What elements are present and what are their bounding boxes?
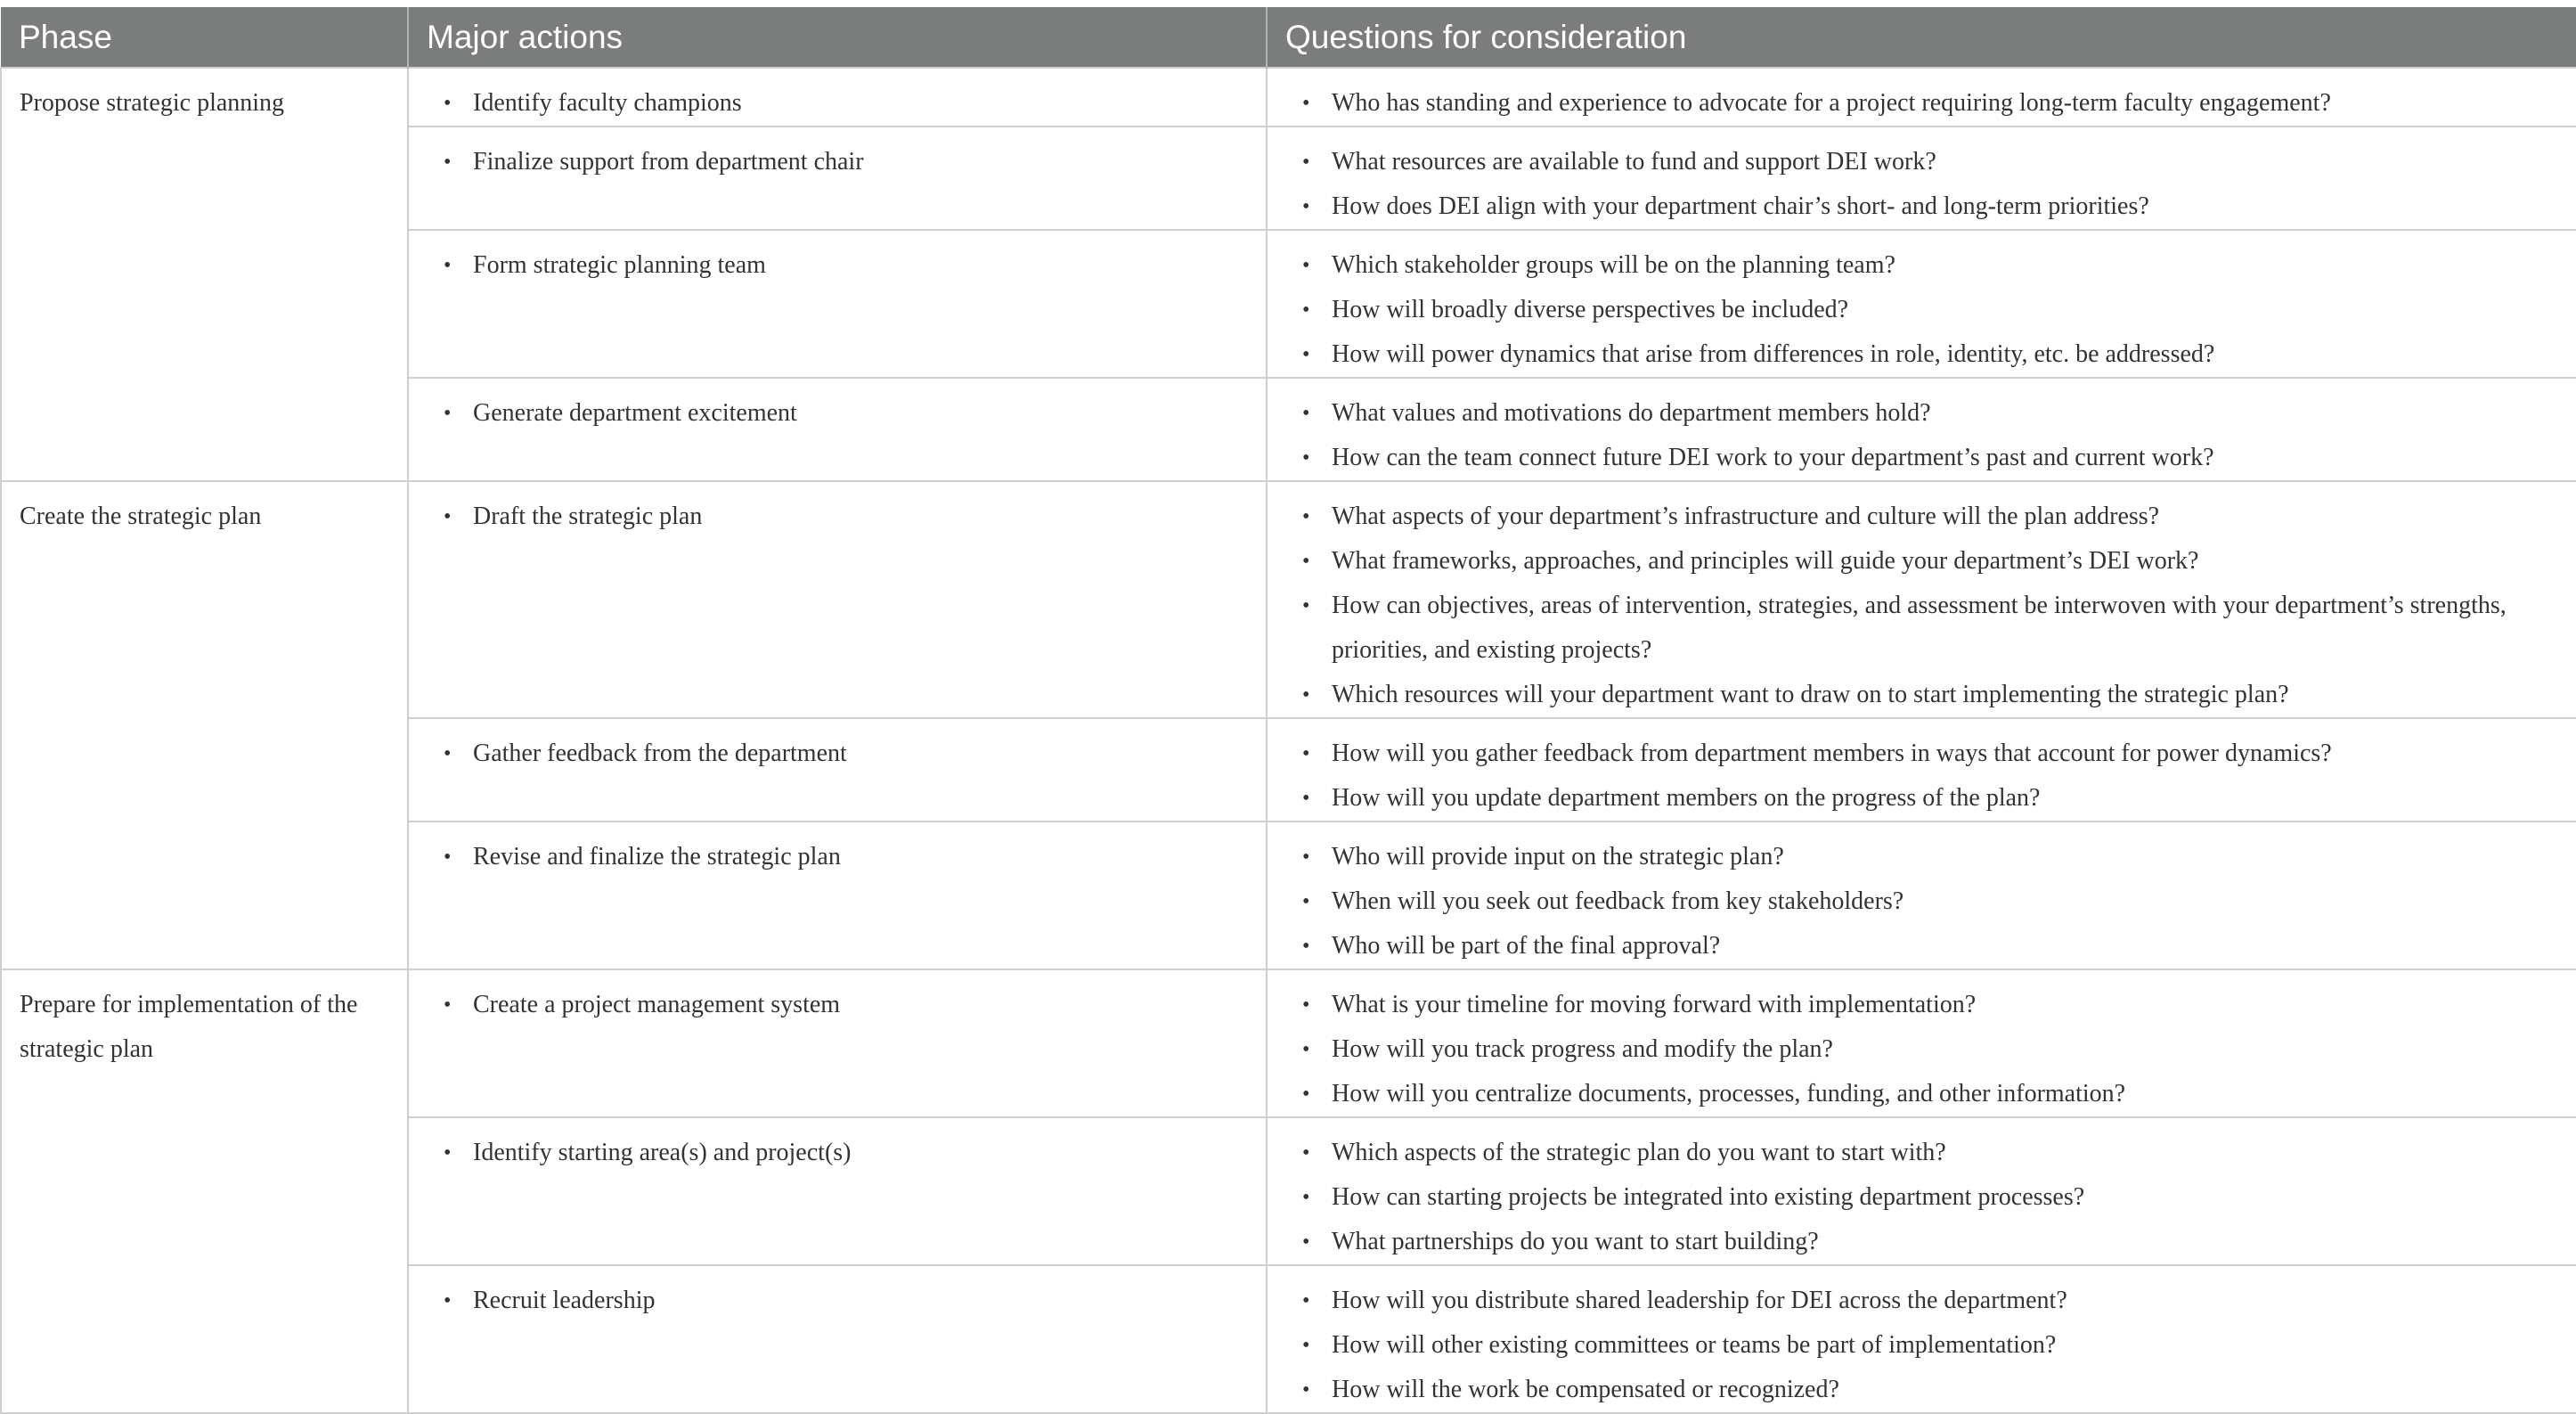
question-item: • What resources are available to fund and support DEI work? bbox=[1285, 140, 2558, 184]
action-cell bbox=[408, 230, 1267, 378]
question-item: • What is your timeline for moving forward with implementation? bbox=[1285, 983, 2558, 1027]
header-questions: Questions for consideration bbox=[1267, 7, 2576, 68]
question-item: • What partnerships do you want to start building? bbox=[1285, 1220, 2558, 1264]
questions-cell bbox=[1267, 969, 2576, 1117]
question-item: • How will other existing committees or teams be part of implementation? bbox=[1285, 1323, 2558, 1368]
questions-cell bbox=[1267, 481, 2576, 718]
action-cell bbox=[408, 718, 1267, 821]
action-item: • Recruit leadership bbox=[427, 1279, 1248, 1323]
action-cell bbox=[408, 821, 1267, 969]
question-item: • How will you track progress and modify the plan? bbox=[1285, 1027, 2558, 1072]
action-item: • Generate department excitement bbox=[427, 391, 1248, 436]
action-cell bbox=[408, 481, 1267, 718]
action-cell bbox=[408, 1265, 1267, 1413]
question-item: • Who will be part of the final approval? bbox=[1285, 924, 2558, 969]
table-row bbox=[1, 969, 2576, 1117]
question-item: • How will power dynamics that arise from differences in role, identity, etc. be addressed? bbox=[1285, 332, 2558, 377]
action-item: • Finalize support from department chair bbox=[427, 140, 1248, 184]
question-item: • How will the work be compensated or recognized? bbox=[1285, 1368, 2558, 1412]
question-item: • When will you seek out feedback from key stakeholders? bbox=[1285, 879, 2558, 924]
question-item: • How can objectives, areas of intervention, strategies, and assessment be interwoven with your department’s strengths, priorities, and existing projects? bbox=[1285, 584, 2558, 673]
questions-cell bbox=[1267, 718, 2576, 821]
question-item: • How can starting projects be integrated into existing department processes? bbox=[1285, 1175, 2558, 1220]
question-item: • Which resources will your department want to draw on to start implementing the strategic plan? bbox=[1285, 673, 2558, 717]
question-item: • Who has standing and experience to advocate for a project requiring long-term faculty engagement? bbox=[1285, 81, 2558, 126]
action-item: • Revise and finalize the strategic plan bbox=[427, 835, 1248, 879]
header-phase: Phase bbox=[1, 7, 408, 68]
question-item: • How will broadly diverse perspectives be included? bbox=[1285, 288, 2558, 332]
question-item: • How will you gather feedback from department members in ways that account for power dynamics? bbox=[1285, 732, 2558, 776]
questions-cell bbox=[1267, 127, 2576, 230]
action-cell bbox=[408, 68, 1267, 127]
question-item: • How will you centralize documents, processes, funding, and other information? bbox=[1285, 1072, 2558, 1116]
question-item: • Who will provide input on the strategic plan? bbox=[1285, 835, 2558, 879]
action-item: • Identify faculty champions bbox=[427, 81, 1248, 126]
question-item: • How can the team connect future DEI work to your department’s past and current work? bbox=[1285, 436, 2558, 480]
questions-cell bbox=[1267, 821, 2576, 969]
question-item: • How does DEI align with your department chair’s short- and long-term priorities? bbox=[1285, 184, 2558, 229]
action-cell bbox=[408, 969, 1267, 1117]
question-item: • Which aspects of the strategic plan do you want to start with? bbox=[1285, 1131, 2558, 1175]
header-row bbox=[1, 7, 2576, 68]
phase-cell: Prepare for implementation of the strategic plan bbox=[1, 969, 408, 1413]
questions-cell bbox=[1267, 378, 2576, 481]
action-item: • Identify starting area(s) and project(s) bbox=[427, 1131, 1248, 1175]
question-item: • What aspects of your department’s infrastructure and culture will the plan address? bbox=[1285, 494, 2558, 539]
questions-cell bbox=[1267, 1265, 2576, 1413]
action-cell bbox=[408, 127, 1267, 230]
action-item: • Create a project management system bbox=[427, 983, 1248, 1027]
phase-cell: Create the strategic plan bbox=[1, 481, 408, 969]
question-item: • How will you update department members on the progress of the plan? bbox=[1285, 776, 2558, 821]
questions-cell bbox=[1267, 230, 2576, 378]
question-item: • How will you distribute shared leadership for DEI across the department? bbox=[1285, 1279, 2558, 1323]
action-item: • Form strategic planning team bbox=[427, 243, 1248, 288]
questions-cell bbox=[1267, 68, 2576, 127]
phase-cell: Propose strategic planning bbox=[1, 68, 408, 481]
question-item: • What values and motivations do department members hold? bbox=[1285, 391, 2558, 436]
table-row bbox=[1, 68, 2576, 127]
action-item: • Gather feedback from the department bbox=[427, 732, 1248, 776]
action-cell bbox=[408, 1117, 1267, 1265]
action-cell bbox=[408, 378, 1267, 481]
question-item: • What frameworks, approaches, and principles will guide your department’s DEI work? bbox=[1285, 539, 2558, 584]
question-item: • Which stakeholder groups will be on the planning team? bbox=[1285, 243, 2558, 288]
action-item: • Draft the strategic plan bbox=[427, 494, 1248, 539]
strategic-planning-table bbox=[0, 7, 2576, 1414]
table-row bbox=[1, 481, 2576, 718]
header-major-actions: Major actions bbox=[408, 7, 1267, 68]
questions-cell bbox=[1267, 1117, 2576, 1265]
